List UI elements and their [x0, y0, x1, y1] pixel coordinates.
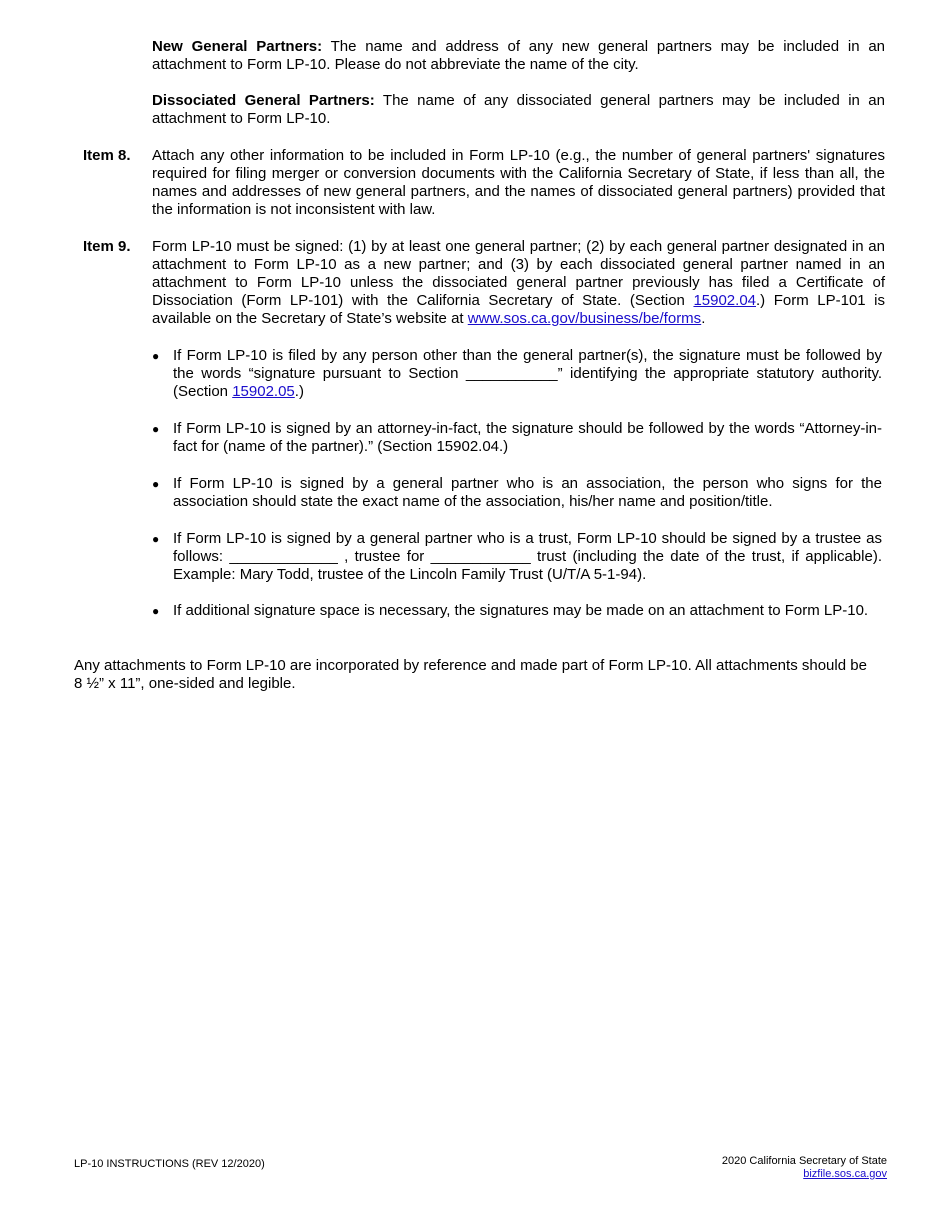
bullet-dot-icon: ●: [152, 422, 160, 436]
bizfile-link[interactable]: bizfile.sos.ca.gov: [803, 1168, 887, 1180]
bullet-dot-icon: ●: [152, 532, 160, 546]
bullet-1-end: .): [294, 383, 304, 400]
dissociated-general-partners-label: Dissociated General Partners:: [152, 92, 375, 109]
bullet-text-additional-signatures: If additional signature space is necessary, the signatures may be made on an attachment to Form LP-10.: [173, 602, 869, 619]
new-general-partners-text: The name and address of any new general partners may be included in an attachment to Form LP-10. Please do not abbreviate the name of the city.: [152, 38, 885, 73]
section-15902-04-link[interactable]: 15902.04: [693, 292, 757, 309]
attachments-note: Any attachments to Form LP-10 are incorporated by reference and made part of Form LP-10. All attachments should be 8 ½” x 11”, one-sided and legible.: [74, 657, 867, 692]
item-9-text: [152, 238, 885, 328]
new-general-partners-label: New General Partners:: [152, 38, 323, 55]
bullet-1-text: If Form LP-10 is filed by any person other than the general partner(s), the signature must be followed by the words “signature pursuant to Section ___________” identifying the appropriate statutory authority. (Section: [173, 347, 882, 400]
dissociated-general-partners-paragraph: [152, 92, 885, 128]
section-15902-05-link[interactable]: 15902.05: [232, 383, 295, 400]
bullet-text-attorney-in-fact: If Form LP-10 is signed by an attorney-in-fact, the signature should be followed by the words “Attorney-in-fact for (name of the partner).” (Section 15902.04.): [173, 420, 882, 455]
footer-form-revision: LP-10 INSTRUCTIONS (REV 12/2020): [74, 1158, 265, 1170]
item-9-text-part2: .) Form LP-101 is available on the Secretary of State’s website at: [152, 292, 885, 327]
footer-copyright: [722, 1155, 887, 1181]
item-9-text-part1: Form LP-10 must be signed: (1) by at least one general partner; (2) by each general partner designated in an attachment to Form LP-10 as a new partner; and (3) by each dissociated general partner named in an attachment to Form LP-10 unless the dissociated general partner previously has filed a Certificate of Dissociation (Form LP-101) with the California Secretary of State. (Section: [152, 238, 885, 309]
new-general-partners-paragraph: [152, 38, 885, 74]
bullet-dot-icon: ●: [152, 349, 160, 363]
bullet-text-association: If Form LP-10 is signed by a general partner who is an association, the person who signs for the association should state the exact name of the association, his/her name and position/title.: [173, 475, 882, 510]
bullet-text-signature-pursuant: [173, 347, 882, 401]
item-9-label: Item 9.: [83, 238, 131, 255]
bullet-text-trust: If Form LP-10 is signed by a general partner who is a trust, Form LP-10 should be signed by a trustee as follows: _____________ , trustee for ____________ trust (including the date of the trust, if applicable). Example: Mary Todd, trustee of the Lincoln Family Trust (U/T/A 5-1-94).: [173, 530, 882, 583]
dissociated-general-partners-text: The name of any dissociated general partners may be included in an attachment to Form LP-10.: [152, 92, 885, 127]
item-9-text-part3: .: [701, 310, 706, 327]
bullet-dot-icon: ●: [152, 477, 160, 491]
bullet-dot-icon: ●: [152, 604, 160, 618]
item-8-label: Item 8.: [83, 147, 131, 164]
item-8-text: Attach any other information to be included in Form LP-10 (e.g., the number of general partners' signatures required for filing merger or conversion documents with the California Secretary of State, if less than all, the names and addresses of new general partners, and the names of dissociated general partners) provided that the information is not inconsistent with law.: [152, 147, 885, 218]
sos-forms-link[interactable]: www.sos.ca.gov/business/be/forms: [467, 310, 702, 327]
footer-copyright-text: 2020 California Secretary of State: [721, 1155, 887, 1167]
